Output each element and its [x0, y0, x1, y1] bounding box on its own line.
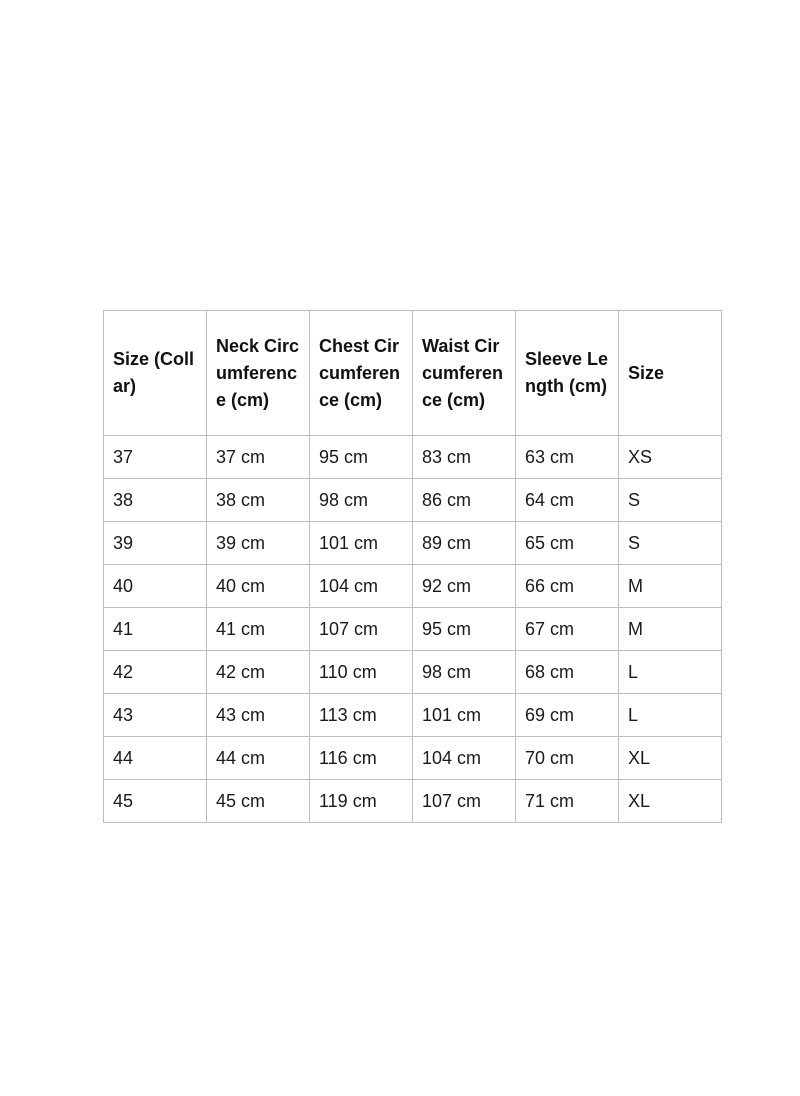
table-row [104, 436, 722, 479]
cell-neck: 40 cm [207, 565, 310, 608]
header-sleeve-length: Sleeve Length (cm) [516, 311, 619, 436]
cell-size: XS [619, 436, 722, 479]
table-body [104, 436, 722, 823]
cell-neck: 37 cm [207, 436, 310, 479]
cell-sleeve: 63 cm [516, 436, 619, 479]
cell-chest: 98 cm [310, 479, 413, 522]
cell-waist: 107 cm [413, 780, 516, 823]
header-size: Size [619, 311, 722, 436]
cell-size: XL [619, 780, 722, 823]
cell-size-collar: 44 [104, 737, 207, 780]
cell-waist: 92 cm [413, 565, 516, 608]
cell-sleeve: 70 cm [516, 737, 619, 780]
cell-chest: 95 cm [310, 436, 413, 479]
cell-neck: 39 cm [207, 522, 310, 565]
cell-waist: 104 cm [413, 737, 516, 780]
cell-waist: 83 cm [413, 436, 516, 479]
header-waist-circumference: Waist Circumference (cm) [413, 311, 516, 436]
cell-size-collar: 41 [104, 608, 207, 651]
cell-sleeve: 69 cm [516, 694, 619, 737]
cell-size-collar: 43 [104, 694, 207, 737]
cell-size-collar: 45 [104, 780, 207, 823]
header-row [104, 311, 722, 436]
cell-size-collar: 37 [104, 436, 207, 479]
size-chart-table [103, 310, 722, 823]
cell-sleeve: 66 cm [516, 565, 619, 608]
table-row [104, 780, 722, 823]
table-row [104, 651, 722, 694]
header-neck-circumference: Neck Circumference (cm) [207, 311, 310, 436]
cell-neck: 38 cm [207, 479, 310, 522]
table-row [104, 737, 722, 780]
cell-sleeve: 68 cm [516, 651, 619, 694]
table-row [104, 565, 722, 608]
table-header [104, 311, 722, 436]
cell-size-collar: 38 [104, 479, 207, 522]
cell-chest: 116 cm [310, 737, 413, 780]
cell-size: S [619, 522, 722, 565]
cell-waist: 86 cm [413, 479, 516, 522]
table-row [104, 694, 722, 737]
cell-waist: 101 cm [413, 694, 516, 737]
cell-size-collar: 40 [104, 565, 207, 608]
cell-chest: 110 cm [310, 651, 413, 694]
header-size-collar: Size (Collar) [104, 311, 207, 436]
cell-chest: 113 cm [310, 694, 413, 737]
cell-sleeve: 65 cm [516, 522, 619, 565]
cell-neck: 43 cm [207, 694, 310, 737]
table-row [104, 522, 722, 565]
cell-neck: 42 cm [207, 651, 310, 694]
cell-sleeve: 67 cm [516, 608, 619, 651]
cell-sleeve: 64 cm [516, 479, 619, 522]
table-row [104, 608, 722, 651]
cell-size-collar: 42 [104, 651, 207, 694]
table-row [104, 479, 722, 522]
cell-size: M [619, 608, 722, 651]
cell-chest: 119 cm [310, 780, 413, 823]
cell-neck: 44 cm [207, 737, 310, 780]
cell-neck: 45 cm [207, 780, 310, 823]
cell-size: L [619, 694, 722, 737]
cell-chest: 104 cm [310, 565, 413, 608]
cell-size: L [619, 651, 722, 694]
cell-size: S [619, 479, 722, 522]
cell-size-collar: 39 [104, 522, 207, 565]
cell-chest: 107 cm [310, 608, 413, 651]
cell-size: M [619, 565, 722, 608]
cell-chest: 101 cm [310, 522, 413, 565]
cell-sleeve: 71 cm [516, 780, 619, 823]
header-chest-circumference: Chest Circumference (cm) [310, 311, 413, 436]
cell-waist: 95 cm [413, 608, 516, 651]
cell-waist: 98 cm [413, 651, 516, 694]
cell-size: XL [619, 737, 722, 780]
cell-neck: 41 cm [207, 608, 310, 651]
cell-waist: 89 cm [413, 522, 516, 565]
